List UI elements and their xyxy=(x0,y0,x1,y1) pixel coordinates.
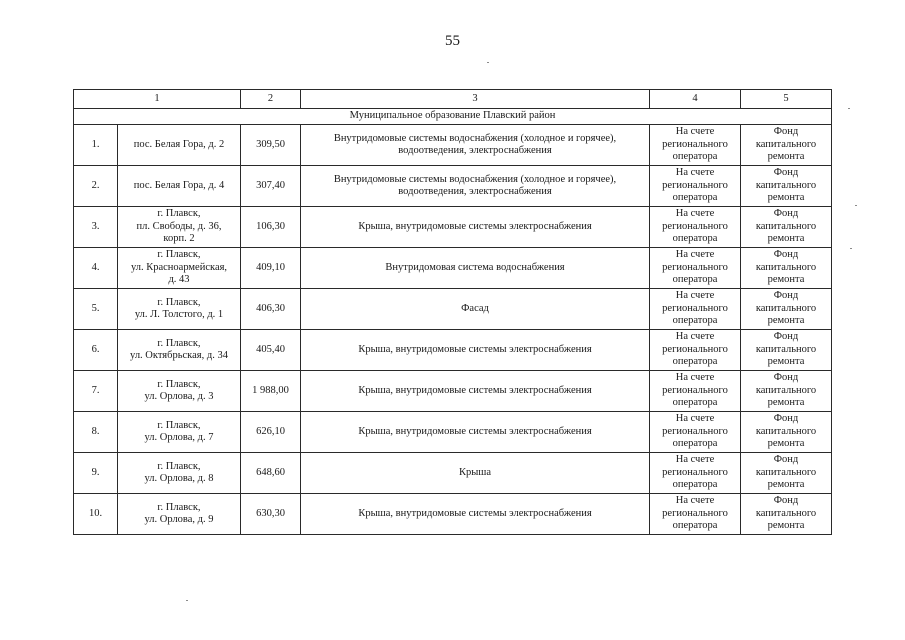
row-fund-line: ремонта xyxy=(767,151,805,163)
row-fund-line: Фонд xyxy=(773,372,799,384)
scan-speck xyxy=(487,62,489,63)
row-fund xyxy=(741,125,832,166)
row-address-line: г. Плавск, xyxy=(157,296,201,308)
row-address-line: ул. Октябрьская, д. 34 xyxy=(130,350,228,361)
row-fund-line: Фонд xyxy=(773,208,799,220)
row-fund xyxy=(741,166,832,207)
column-header-5: 5 xyxy=(741,90,832,109)
row-method xyxy=(650,494,741,535)
row-fund-line: ремонта xyxy=(767,233,805,245)
row-method-line: На счете xyxy=(675,372,715,384)
row-fund-line: капитального xyxy=(755,466,817,478)
column-number-row xyxy=(74,90,832,109)
row-fund-line: капитального xyxy=(755,179,817,191)
row-number: 4. xyxy=(74,248,118,289)
row-fund-line: ремонта xyxy=(767,520,805,532)
row-method-line: оператора xyxy=(672,192,718,204)
row-fund xyxy=(741,412,832,453)
scan-speck xyxy=(855,205,857,206)
row-method-line: На счете xyxy=(675,249,715,261)
row-method-line: оператора xyxy=(672,397,718,409)
row-works xyxy=(301,494,650,535)
row-fund-line: ремонта xyxy=(767,315,805,327)
row-works xyxy=(301,412,650,453)
row-works-line: водоотведения, электроснабжения xyxy=(398,145,552,156)
row-fund xyxy=(741,494,832,535)
row-method-line: регионального xyxy=(662,220,728,232)
row-works-line: водоотведения, электроснабжения xyxy=(398,186,552,197)
table-row xyxy=(74,125,832,166)
row-works xyxy=(301,207,650,248)
row-fund-line: Фонд xyxy=(773,167,799,179)
row-fund-line: ремонта xyxy=(767,274,805,286)
table-row xyxy=(74,166,832,207)
row-method-line: регионального xyxy=(662,302,728,314)
row-number: 5. xyxy=(74,289,118,330)
row-number: 9. xyxy=(74,453,118,494)
row-method-line: регионального xyxy=(662,138,728,150)
row-method xyxy=(650,453,741,494)
row-number: 1. xyxy=(74,125,118,166)
table-row xyxy=(74,289,832,330)
row-fund-line: капитального xyxy=(755,138,817,150)
table-row xyxy=(74,494,832,535)
row-address-line: ул. Орлова, д. 3 xyxy=(144,391,214,402)
row-method xyxy=(650,371,741,412)
row-method-line: оператора xyxy=(672,151,718,163)
row-works-line: Крыша, внутридомовые системы электроснабжения xyxy=(358,343,592,355)
table-row xyxy=(74,330,832,371)
row-fund xyxy=(741,289,832,330)
row-fund-line: ремонта xyxy=(767,397,805,409)
row-area: 626,10 xyxy=(241,412,301,453)
row-fund-line: капитального xyxy=(755,261,817,273)
row-method xyxy=(650,166,741,207)
column-header-2: 2 xyxy=(241,90,301,109)
row-method-line: регионального xyxy=(662,343,728,355)
page-number: 55 xyxy=(445,33,460,49)
row-method-line: На счете xyxy=(675,495,715,507)
row-area: 409,10 xyxy=(241,248,301,289)
row-address xyxy=(118,207,241,248)
row-method-line: На счете xyxy=(675,413,715,425)
row-method-line: оператора xyxy=(672,520,718,532)
row-fund-line: Фонд xyxy=(773,331,799,343)
row-works xyxy=(301,125,650,166)
row-fund-line: ремонта xyxy=(767,192,805,204)
row-fund-line: капитального xyxy=(755,507,817,519)
row-area: 405,40 xyxy=(241,330,301,371)
row-works-line: Внутридомовые системы водоснабжения (холодное и горячее), xyxy=(333,173,617,185)
row-works xyxy=(301,371,650,412)
row-fund-line: Фонд xyxy=(773,126,799,138)
row-works-line: Фасад xyxy=(461,302,489,314)
row-works xyxy=(301,453,650,494)
table-body xyxy=(74,125,832,535)
row-method-line: На счете xyxy=(675,331,715,343)
row-address-line: корп. 2 xyxy=(163,233,195,245)
scan-speck xyxy=(186,600,188,601)
row-address-line: пл. Свободы, д. 36, xyxy=(136,220,222,232)
row-fund-line: Фонд xyxy=(773,495,799,507)
row-area: 309,50 xyxy=(241,125,301,166)
row-method-line: регионального xyxy=(662,261,728,273)
row-method-line: регионального xyxy=(662,507,728,519)
row-fund-line: капитального xyxy=(755,302,817,314)
row-method-line: регионального xyxy=(662,466,728,478)
row-address-line: г. Плавск, xyxy=(157,460,201,472)
row-address-line: ул. Орлова, д. 7 xyxy=(144,432,214,443)
row-fund xyxy=(741,453,832,494)
row-area: 648,60 xyxy=(241,453,301,494)
row-address-line: ул. Красноармейская, xyxy=(130,261,228,273)
row-method xyxy=(650,125,741,166)
row-fund xyxy=(741,330,832,371)
row-method-line: На счете xyxy=(675,208,715,220)
row-address xyxy=(118,289,241,330)
row-method-line: На счете xyxy=(675,167,715,179)
row-works-line: Крыша, внутридомовые системы электроснабжения xyxy=(358,220,592,232)
row-fund-line: капитального xyxy=(755,343,817,355)
row-area: 406,30 xyxy=(241,289,301,330)
row-method xyxy=(650,289,741,330)
table-row xyxy=(74,453,832,494)
row-address xyxy=(118,453,241,494)
row-fund xyxy=(741,207,832,248)
column-header-3: 3 xyxy=(301,90,650,109)
row-works-line: Крыша, внутридомовые системы электроснабжения xyxy=(358,425,592,437)
row-address xyxy=(118,248,241,289)
section-title: Муниципальное образование Плавский район xyxy=(74,109,832,125)
row-method-line: оператора xyxy=(672,315,718,327)
row-number: 10. xyxy=(74,494,118,535)
row-address-line: г. Плавск, xyxy=(157,249,201,261)
row-works-line: Крыша, внутридомовые системы электроснабжения xyxy=(358,507,592,519)
row-fund-line: Фонд xyxy=(773,290,799,302)
row-works-line: Внутридомовая система водоснабжения xyxy=(385,261,565,273)
row-method-line: На счете xyxy=(675,126,715,138)
row-method xyxy=(650,412,741,453)
section-row xyxy=(74,109,832,125)
row-works xyxy=(301,166,650,207)
row-address xyxy=(118,330,241,371)
row-address-line: г. Плавск, xyxy=(157,419,201,431)
row-works-line: Крыша, внутридомовые системы электроснабжения xyxy=(358,384,592,396)
row-address-line: г. Плавск, xyxy=(157,501,201,513)
table-row xyxy=(74,412,832,453)
table-row xyxy=(74,248,832,289)
row-number: 7. xyxy=(74,371,118,412)
row-method-line: регионального xyxy=(662,179,728,191)
row-fund-line: ремонта xyxy=(767,479,805,491)
row-address-line: г. Плавск, xyxy=(157,337,201,349)
row-fund xyxy=(741,248,832,289)
row-address-line: ул. Орлова, д. 8 xyxy=(144,473,214,484)
row-fund-line: капитального xyxy=(755,384,817,396)
repair-schedule-table xyxy=(73,89,832,535)
row-address xyxy=(118,412,241,453)
row-address xyxy=(118,371,241,412)
row-address-line: г. Плавск, xyxy=(157,378,201,390)
row-area: 630,30 xyxy=(241,494,301,535)
row-fund-line: Фонд xyxy=(773,454,799,466)
row-address-line: пос. Белая Гора, д. 2 xyxy=(133,138,225,150)
row-works xyxy=(301,330,650,371)
row-fund-line: ремонта xyxy=(767,438,805,450)
row-address xyxy=(118,125,241,166)
row-area: 307,40 xyxy=(241,166,301,207)
row-area: 106,30 xyxy=(241,207,301,248)
row-method-line: оператора xyxy=(672,438,718,450)
row-method-line: оператора xyxy=(672,274,718,286)
row-method-line: На счете xyxy=(675,290,715,302)
column-header-4: 4 xyxy=(650,90,741,109)
row-address-line: пос. Белая Гора, д. 4 xyxy=(133,179,225,191)
table-row xyxy=(74,371,832,412)
row-works-line: Внутридомовые системы водоснабжения (холодное и горячее), xyxy=(333,132,617,144)
row-area: 1 988,00 xyxy=(241,371,301,412)
row-address-line: г. Плавск, xyxy=(157,208,201,220)
row-method-line: оператора xyxy=(672,479,718,491)
scan-speck xyxy=(850,248,852,249)
row-address-line: д. 43 xyxy=(168,274,190,286)
row-address-line: ул. Орлова, д. 9 xyxy=(144,514,214,525)
row-fund-line: капитального xyxy=(755,220,817,232)
row-fund xyxy=(741,371,832,412)
row-works xyxy=(301,289,650,330)
row-method-line: регионального xyxy=(662,384,728,396)
row-method-line: оператора xyxy=(672,356,718,368)
row-method-line: регионального xyxy=(662,425,728,437)
row-method-line: оператора xyxy=(672,233,718,245)
row-number: 2. xyxy=(74,166,118,207)
row-number: 8. xyxy=(74,412,118,453)
row-method xyxy=(650,330,741,371)
row-works-line: Крыша xyxy=(458,466,492,478)
row-fund-line: ремонта xyxy=(767,356,805,368)
row-method xyxy=(650,248,741,289)
row-address-line: ул. Л. Толстого, д. 1 xyxy=(134,309,224,320)
column-header-1: 1 xyxy=(74,90,241,109)
row-works xyxy=(301,248,650,289)
row-method xyxy=(650,207,741,248)
row-address xyxy=(118,166,241,207)
row-fund-line: Фонд xyxy=(773,413,799,425)
row-fund-line: Фонд xyxy=(773,249,799,261)
table-row xyxy=(74,207,832,248)
row-number: 6. xyxy=(74,330,118,371)
row-method-line: На счете xyxy=(675,454,715,466)
row-address xyxy=(118,494,241,535)
scan-speck xyxy=(848,108,850,109)
row-fund-line: капитального xyxy=(755,425,817,437)
row-number: 3. xyxy=(74,207,118,248)
